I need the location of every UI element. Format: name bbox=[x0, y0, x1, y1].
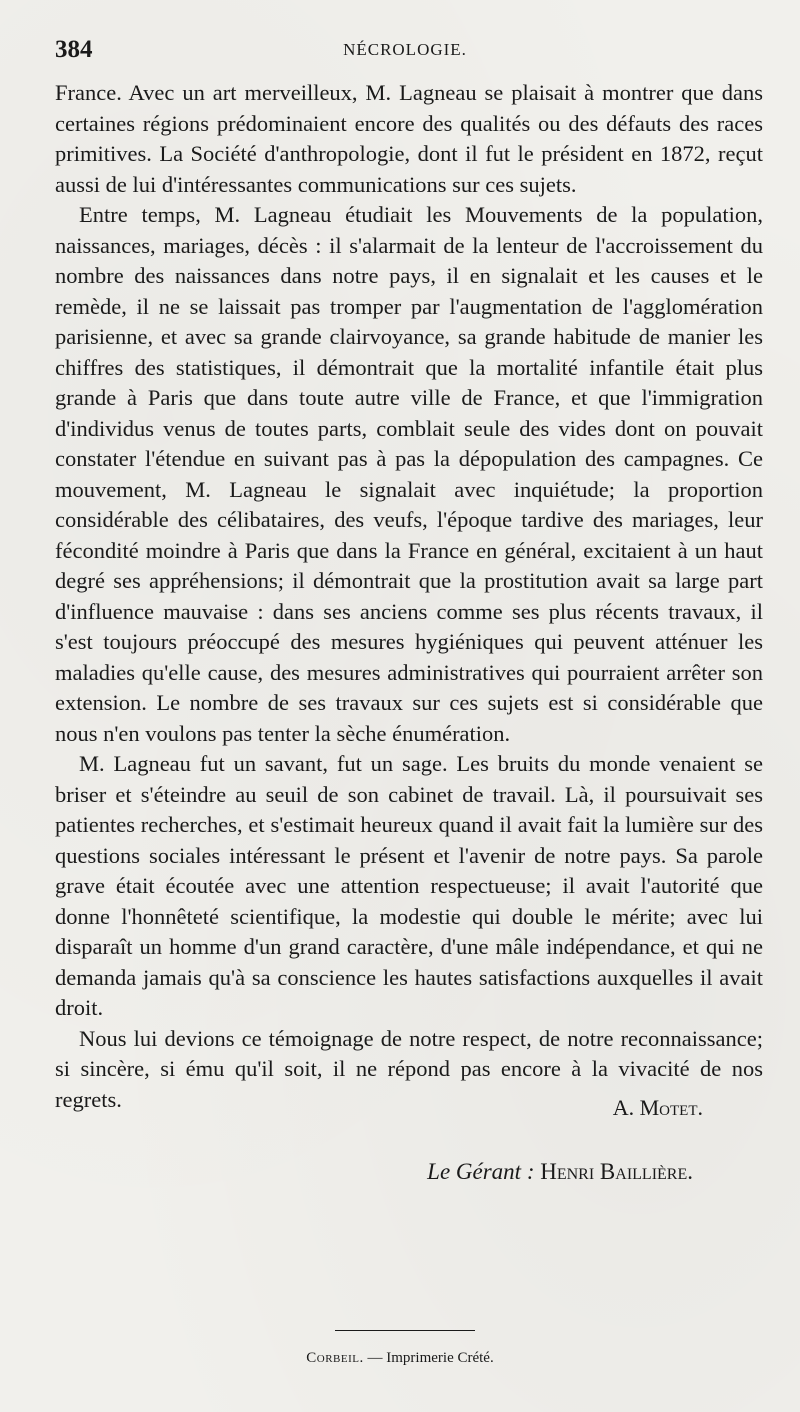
running-title: NÉCROLOGIE. bbox=[343, 40, 467, 59]
page-header bbox=[55, 36, 755, 66]
printer-imprint bbox=[0, 1350, 800, 1367]
signature-line bbox=[55, 1095, 763, 1145]
footer-rule bbox=[335, 1330, 475, 1331]
author-signature: A. Motet. bbox=[612, 1095, 703, 1120]
body-text bbox=[55, 78, 763, 1187]
paragraph: Entre temps, M. Lagneau étudiait les Mouvements de la population, naissances, mariages, décès : il s'alarmait de la lenteur de l'accroissement du nombre des naissances dans notre pays, il en signalait et les causes et le remède, il ne se laissait pas tromper par l'augmentation de l'agglomération parisienne, et avec sa grande clairvoyance, sa grande habitude de manier les chiffres des statistiques, il démontrait que la mortalité infantile était plus grande à Paris que dans toute autre ville de France, et que l'immigration d'individus venus de toutes parts, comblait seule des vides dont on pouvait constater l'étendue en suivant pas à pas la dépopulation des campagnes. Ce mouvement, M. Lagneau le signalait avec inquiétude; la proportion considérable des célibataires, des veufs, l'époque tardive des mariages, leur fécondité moindre à Paris que dans la France en général, excitaient à un haut degré ses appréhensions; il démontrait que la prostitution avait sa large part d'influence mauvaise : dans ses anciens comme ses plus récents travaux, il s'est toujours préoccupé des mesures hygiéniques qui peuvent atténuer les maladies qu'elle cause, des mesures administratives qui pourraient arrêter son extension. Le nombre de ses travaux sur ces sujets est si considérable que nous n'en voulons pas tenter la sèche énumération. bbox=[55, 202, 763, 746]
imprint-text: — Imprimerie Crété. bbox=[363, 1350, 494, 1366]
page-number: 384 bbox=[55, 36, 93, 63]
paragraph: Nous lui devions ce témoignage de notre respect, de notre reconnaissance; si sincère, si ému qu'il soit, il ne répond pas encore à la vivacité de nos regrets. bbox=[55, 1025, 763, 1112]
gerant-label: Le Gérant : bbox=[427, 1159, 535, 1184]
gerant-name: Henri Baillière. bbox=[540, 1159, 693, 1184]
gerant-line bbox=[55, 1157, 763, 1187]
paragraph: France. Avec un art merveilleux, M. Lagneau se plaisait à montrer que dans certaines régions prédominaient encore des qualités ou des défauts des races primitives. La Société d'anthropologie, dont il fut le président en 1872, reçut aussi de lui d'intéressantes communications sur ces sujets. bbox=[55, 80, 763, 197]
paragraph: M. Lagneau fut un savant, fut un sage. Les bruits du monde venaient se briser et s'éteindre au seuil de son cabinet de travail. Là, il poursuivait ses patientes recherches, et s'estimait heureux quand il avait fait la lumière sur des questions sociales intéressant le présent et l'avenir de notre pays. Sa parole grave était écoutée avec une attention respectueuse; il avait l'autorité que donne l'honnêteté scientifique, la modestie qui double le mérite; avec lui disparaît un homme d'un grand caractère, d'une mâle indépendance, et qui ne demanda jamais qu'à sa conscience les hautes satisfactions auxquelles il avait droit. bbox=[55, 751, 763, 1020]
imprint-city: Corbeil. bbox=[306, 1350, 364, 1366]
